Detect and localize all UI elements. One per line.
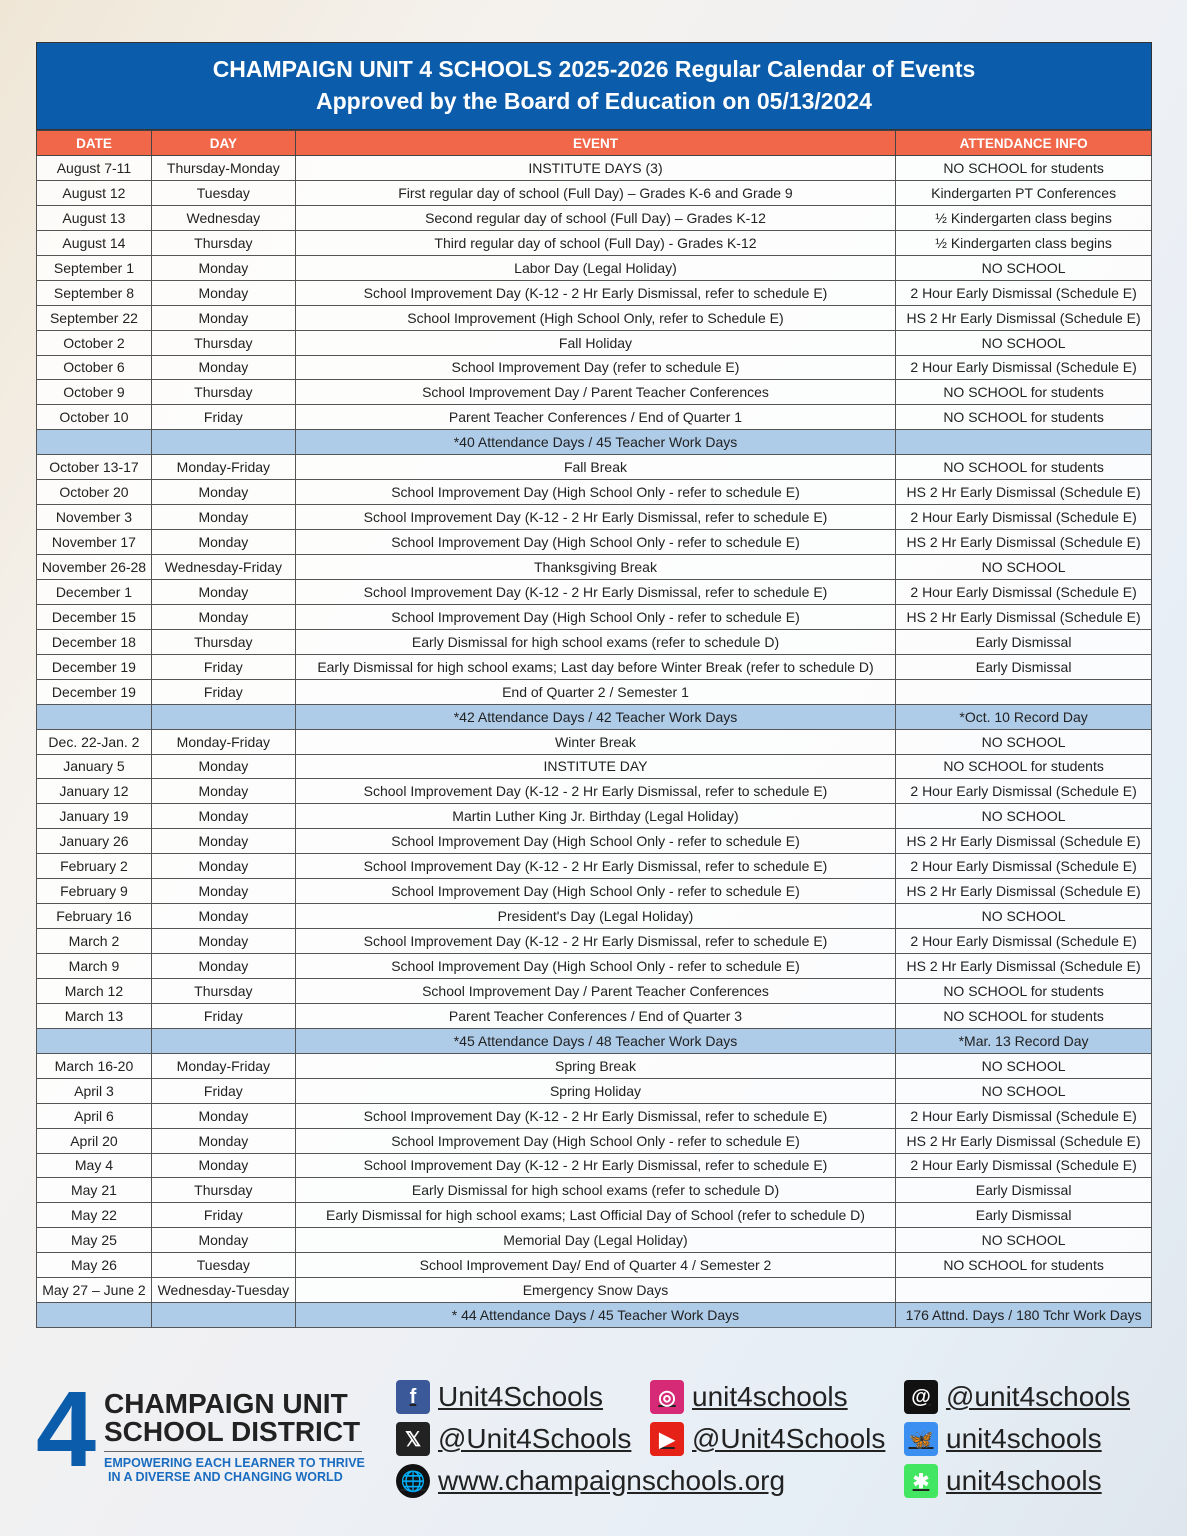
social-link-text: www.champaignschools.org bbox=[438, 1465, 786, 1496]
social-link-text: Unit4Schools bbox=[438, 1381, 603, 1412]
cell-day: Thursday bbox=[151, 380, 295, 405]
cell-day: Wednesday bbox=[151, 205, 295, 230]
cell-event: Spring Break bbox=[295, 1053, 895, 1078]
cell-date: February 2 bbox=[37, 854, 152, 879]
cell-day: Monday bbox=[151, 804, 295, 829]
cell-date bbox=[37, 1303, 152, 1328]
cell-day: Thursday-Monday bbox=[151, 156, 295, 181]
cell-attendance: NO SCHOOL bbox=[896, 330, 1152, 355]
table-row bbox=[37, 604, 1152, 629]
social-link-youtube[interactable] bbox=[650, 1422, 885, 1456]
cell-date bbox=[37, 430, 152, 455]
cell-day: Monday bbox=[151, 255, 295, 280]
summary-row bbox=[37, 1303, 1152, 1328]
cell-event: Labor Day (Legal Holiday) bbox=[295, 255, 895, 280]
cell-day: Friday bbox=[151, 679, 295, 704]
cell-event: School Improvement Day (High School Only - refer to schedule E) bbox=[295, 480, 895, 505]
cell-date: May 21 bbox=[37, 1178, 152, 1203]
cell-date: November 17 bbox=[37, 530, 152, 555]
cell-attendance: 2 Hour Early Dismissal (Schedule E) bbox=[896, 854, 1152, 879]
cell-day: Monday bbox=[151, 280, 295, 305]
cell-day: Thursday bbox=[151, 330, 295, 355]
cell-attendance: HS 2 Hr Early Dismissal (Schedule E) bbox=[896, 954, 1152, 979]
cell-event: First regular day of school (Full Day) – Grades K-6 and Grade 9 bbox=[295, 180, 895, 205]
cell-day: Monday bbox=[151, 779, 295, 804]
cell-date: October 9 bbox=[37, 380, 152, 405]
cell-attendance: Early Dismissal bbox=[896, 1203, 1152, 1228]
calendar-sheet bbox=[36, 42, 1152, 1328]
table-row bbox=[37, 255, 1152, 280]
cell-date: April 3 bbox=[37, 1078, 152, 1103]
cell-attendance: NO SCHOOL bbox=[896, 904, 1152, 929]
cell-day: Tuesday bbox=[151, 180, 295, 205]
cell-event: School Improvement Day (K-12 - 2 Hr Early Dismissal, refer to schedule E) bbox=[295, 779, 895, 804]
bluesky-icon: 🦋 bbox=[904, 1422, 938, 1456]
calendar-title bbox=[36, 42, 1152, 130]
logo-divider bbox=[104, 1451, 362, 1452]
cell-day: Monday bbox=[151, 1153, 295, 1178]
cell-event: School Improvement Day (K-12 - 2 Hr Early Dismissal, refer to schedule E) bbox=[295, 854, 895, 879]
cell-date: March 13 bbox=[37, 1003, 152, 1028]
cell-event: INSTITUTE DAY bbox=[295, 754, 895, 779]
cell-day: Monday-Friday bbox=[151, 455, 295, 480]
table-row bbox=[37, 879, 1152, 904]
logo-line-1: CHAMPAIGN UNIT bbox=[104, 1388, 348, 1419]
cell-attendance: NO SCHOOL bbox=[896, 1053, 1152, 1078]
cell-event: School Improvement Day (High School Only - refer to schedule E) bbox=[295, 604, 895, 629]
table-row bbox=[37, 305, 1152, 330]
district-logo bbox=[36, 1368, 366, 1489]
cell-date: August 13 bbox=[37, 205, 152, 230]
cell-date: December 18 bbox=[37, 629, 152, 654]
table-row bbox=[37, 804, 1152, 829]
cell-attendance: NO SCHOOL for students bbox=[896, 156, 1152, 181]
cell-event: Early Dismissal for high school exams; Last Official Day of School (refer to schedule D) bbox=[295, 1203, 895, 1228]
summary-row bbox=[37, 430, 1152, 455]
cell-attendance: *Mar. 13 Record Day bbox=[896, 1028, 1152, 1053]
cell-event: Memorial Day (Legal Holiday) bbox=[295, 1228, 895, 1253]
table-row bbox=[37, 629, 1152, 654]
table-row bbox=[37, 1128, 1152, 1153]
cell-date: September 22 bbox=[37, 305, 152, 330]
cell-event: Early Dismissal for high school exams (refer to schedule D) bbox=[295, 629, 895, 654]
cell-date: May 27 – June 2 bbox=[37, 1278, 152, 1303]
instagram-icon: ◎ bbox=[650, 1380, 684, 1414]
table-row bbox=[37, 480, 1152, 505]
cell-date: October 10 bbox=[37, 405, 152, 430]
cell-attendance: Early Dismissal bbox=[896, 654, 1152, 679]
cell-date: December 19 bbox=[37, 654, 152, 679]
cell-day: Monday bbox=[151, 1103, 295, 1128]
social-link-x[interactable] bbox=[396, 1422, 631, 1456]
cell-event: School Improvement Day (High School Only - refer to schedule E) bbox=[295, 1128, 895, 1153]
cell-event: Parent Teacher Conferences / End of Quarter 1 bbox=[295, 405, 895, 430]
social-link-text: unit4schools bbox=[946, 1465, 1102, 1496]
cell-day: Monday bbox=[151, 604, 295, 629]
cell-attendance: NO SCHOOL bbox=[896, 804, 1152, 829]
table-row bbox=[37, 1203, 1152, 1228]
cell-event: *40 Attendance Days / 45 Teacher Work Days bbox=[295, 430, 895, 455]
summary-row bbox=[37, 1028, 1152, 1053]
social-link-facebook[interactable] bbox=[396, 1380, 603, 1414]
social-link-bluesky[interactable] bbox=[904, 1422, 1102, 1456]
table-row bbox=[37, 230, 1152, 255]
cell-event: Thanksgiving Break bbox=[295, 555, 895, 580]
cell-attendance bbox=[896, 430, 1152, 455]
table-row bbox=[37, 1003, 1152, 1028]
cell-event: Fall Holiday bbox=[295, 330, 895, 355]
social-link-threads[interactable] bbox=[904, 1380, 1130, 1414]
social-link-instagram[interactable] bbox=[650, 1380, 848, 1414]
cell-attendance: HS 2 Hr Early Dismissal (Schedule E) bbox=[896, 829, 1152, 854]
cell-date: February 16 bbox=[37, 904, 152, 929]
cell-date: February 9 bbox=[37, 879, 152, 904]
globe-icon: 🌐 bbox=[396, 1464, 430, 1498]
cell-attendance: HS 2 Hr Early Dismissal (Schedule E) bbox=[896, 480, 1152, 505]
cell-day: Monday bbox=[151, 305, 295, 330]
cell-attendance: HS 2 Hr Early Dismissal (Schedule E) bbox=[896, 530, 1152, 555]
table-row bbox=[37, 1153, 1152, 1178]
cell-event: School Improvement Day (K-12 - 2 Hr Early Dismissal, refer to schedule E) bbox=[295, 579, 895, 604]
table-row bbox=[37, 904, 1152, 929]
cell-day: Monday bbox=[151, 954, 295, 979]
cell-day: Thursday bbox=[151, 978, 295, 1003]
header-event: EVENT bbox=[295, 131, 895, 156]
cell-day: Monday bbox=[151, 829, 295, 854]
threads-icon: @ bbox=[904, 1380, 938, 1414]
cell-day: Friday bbox=[151, 1003, 295, 1028]
cell-day: Monday bbox=[151, 530, 295, 555]
cell-event: INSTITUTE DAYS (3) bbox=[295, 156, 895, 181]
linktree-icon: ✱ bbox=[904, 1464, 938, 1498]
cell-attendance: HS 2 Hr Early Dismissal (Schedule E) bbox=[896, 604, 1152, 629]
cell-day bbox=[151, 430, 295, 455]
cell-day: Monday bbox=[151, 355, 295, 380]
cell-date: May 22 bbox=[37, 1203, 152, 1228]
cell-day: Wednesday-Tuesday bbox=[151, 1278, 295, 1303]
cell-event: * 44 Attendance Days / 45 Teacher Work Days bbox=[295, 1303, 895, 1328]
table-row bbox=[37, 1253, 1152, 1278]
table-row bbox=[37, 579, 1152, 604]
cell-attendance: NO SCHOOL for students bbox=[896, 754, 1152, 779]
cell-date: May 25 bbox=[37, 1228, 152, 1253]
header-attendance: ATTENDANCE INFO bbox=[896, 131, 1152, 156]
cell-day: Thursday bbox=[151, 1178, 295, 1203]
footer bbox=[36, 1368, 1152, 1500]
social-link-text: @Unit4Schools bbox=[438, 1423, 632, 1454]
cell-attendance: HS 2 Hr Early Dismissal (Schedule E) bbox=[896, 305, 1152, 330]
table-row bbox=[37, 205, 1152, 230]
cell-day: Monday bbox=[151, 1228, 295, 1253]
cell-event: School Improvement Day (refer to schedule E) bbox=[295, 355, 895, 380]
table-row bbox=[37, 455, 1152, 480]
cell-attendance: NO SCHOOL for students bbox=[896, 405, 1152, 430]
cell-event: End of Quarter 2 / Semester 1 bbox=[295, 679, 895, 704]
cell-date: September 8 bbox=[37, 280, 152, 305]
cell-date: March 9 bbox=[37, 954, 152, 979]
cell-date bbox=[37, 704, 152, 729]
summary-row bbox=[37, 704, 1152, 729]
cell-event: School Improvement Day (High School Only - refer to schedule E) bbox=[295, 954, 895, 979]
cell-date: May 4 bbox=[37, 1153, 152, 1178]
cell-date: November 3 bbox=[37, 505, 152, 530]
cell-date: August 7-11 bbox=[37, 156, 152, 181]
cell-date bbox=[37, 1028, 152, 1053]
table-row bbox=[37, 505, 1152, 530]
cell-event: Spring Holiday bbox=[295, 1078, 895, 1103]
cell-attendance: 2 Hour Early Dismissal (Schedule E) bbox=[896, 929, 1152, 954]
cell-event: School Improvement Day (High School Only - refer to schedule E) bbox=[295, 879, 895, 904]
table-row bbox=[37, 978, 1152, 1003]
header-date: DATE bbox=[37, 131, 152, 156]
cell-day: Friday bbox=[151, 1078, 295, 1103]
table-row bbox=[37, 1228, 1152, 1253]
header-day: DAY bbox=[151, 131, 295, 156]
cell-date: January 5 bbox=[37, 754, 152, 779]
facebook-icon: f bbox=[396, 1380, 430, 1414]
tagline-2: IN A DIVERSE AND CHANGING WORLD bbox=[108, 1470, 343, 1484]
cell-day: Wednesday-Friday bbox=[151, 555, 295, 580]
cell-event: School Improvement Day (K-12 - 2 Hr Early Dismissal, refer to schedule E) bbox=[295, 1103, 895, 1128]
cell-attendance: 2 Hour Early Dismissal (Schedule E) bbox=[896, 579, 1152, 604]
tagline-1: EMPOWERING EACH LEARNER TO THRIVE bbox=[104, 1456, 365, 1470]
cell-day: Monday-Friday bbox=[151, 729, 295, 754]
cell-event: School Improvement (High School Only, refer to Schedule E) bbox=[295, 305, 895, 330]
table-row bbox=[37, 754, 1152, 779]
cell-attendance bbox=[896, 679, 1152, 704]
social-link-linktree[interactable] bbox=[904, 1464, 1102, 1498]
cell-event: School Improvement Day/ End of Quarter 4 / Semester 2 bbox=[295, 1253, 895, 1278]
table-row bbox=[37, 355, 1152, 380]
cell-date: April 20 bbox=[37, 1128, 152, 1153]
cell-attendance: NO SCHOOL for students bbox=[896, 1003, 1152, 1028]
cell-date: December 1 bbox=[37, 579, 152, 604]
cell-attendance: 2 Hour Early Dismissal (Schedule E) bbox=[896, 280, 1152, 305]
table-row bbox=[37, 530, 1152, 555]
table-row bbox=[37, 330, 1152, 355]
cell-date: January 19 bbox=[37, 804, 152, 829]
cell-attendance: NO SCHOOL for students bbox=[896, 380, 1152, 405]
cell-attendance: 2 Hour Early Dismissal (Schedule E) bbox=[896, 779, 1152, 804]
cell-day: Monday bbox=[151, 505, 295, 530]
cell-day: Monday bbox=[151, 879, 295, 904]
cell-day: Friday bbox=[151, 654, 295, 679]
cell-attendance: NO SCHOOL bbox=[896, 729, 1152, 754]
title-line-1: CHAMPAIGN UNIT 4 SCHOOLS 2025-2026 Regular Calendar of Events bbox=[212, 56, 976, 82]
cell-event: President's Day (Legal Holiday) bbox=[295, 904, 895, 929]
cell-attendance: NO SCHOOL for students bbox=[896, 455, 1152, 480]
table-row bbox=[37, 555, 1152, 580]
cell-attendance: NO SCHOOL for students bbox=[896, 1253, 1152, 1278]
cell-attendance: HS 2 Hr Early Dismissal (Schedule E) bbox=[896, 879, 1152, 904]
cell-attendance: ½ Kindergarten class begins bbox=[896, 230, 1152, 255]
table-row bbox=[37, 380, 1152, 405]
cell-date: January 26 bbox=[37, 829, 152, 854]
cell-day: Friday bbox=[151, 405, 295, 430]
cell-date: March 16-20 bbox=[37, 1053, 152, 1078]
cell-date: March 12 bbox=[37, 978, 152, 1003]
cell-event: School Improvement Day (High School Only - refer to schedule E) bbox=[295, 829, 895, 854]
cell-attendance: Early Dismissal bbox=[896, 629, 1152, 654]
cell-day: Thursday bbox=[151, 629, 295, 654]
youtube-icon: ▶ bbox=[650, 1422, 684, 1456]
logo-tagline bbox=[104, 1456, 365, 1484]
table-row bbox=[37, 156, 1152, 181]
cell-attendance: *Oct. 10 Record Day bbox=[896, 704, 1152, 729]
table-row bbox=[37, 1178, 1152, 1203]
social-link-text: unit4schools bbox=[946, 1423, 1102, 1454]
cell-day bbox=[151, 1303, 295, 1328]
table-row bbox=[37, 729, 1152, 754]
cell-attendance: 2 Hour Early Dismissal (Schedule E) bbox=[896, 505, 1152, 530]
table-row bbox=[37, 1053, 1152, 1078]
table-row bbox=[37, 1103, 1152, 1128]
cell-event: Winter Break bbox=[295, 729, 895, 754]
cell-event: Early Dismissal for high school exams; Last day before Winter Break (refer to schedule D) bbox=[295, 654, 895, 679]
cell-event: *42 Attendance Days / 42 Teacher Work Days bbox=[295, 704, 895, 729]
cell-event: *45 Attendance Days / 48 Teacher Work Days bbox=[295, 1028, 895, 1053]
table-row bbox=[37, 829, 1152, 854]
cell-attendance: NO SCHOOL bbox=[896, 1228, 1152, 1253]
cell-date: October 13-17 bbox=[37, 455, 152, 480]
cell-day bbox=[151, 704, 295, 729]
cell-date: October 6 bbox=[37, 355, 152, 380]
cell-attendance: NO SCHOOL bbox=[896, 1078, 1152, 1103]
cell-attendance: NO SCHOOL bbox=[896, 255, 1152, 280]
cell-event: School Improvement Day / Parent Teacher Conferences bbox=[295, 380, 895, 405]
x-icon: 𝕏 bbox=[396, 1422, 430, 1456]
cell-attendance: NO SCHOOL bbox=[896, 555, 1152, 580]
cell-day: Monday bbox=[151, 754, 295, 779]
logo-line-2: SCHOOL DISTRICT bbox=[104, 1416, 361, 1447]
cell-attendance: Early Dismissal bbox=[896, 1178, 1152, 1203]
cell-attendance: HS 2 Hr Early Dismissal (Schedule E) bbox=[896, 1128, 1152, 1153]
cell-date: December 15 bbox=[37, 604, 152, 629]
cell-date: Dec. 22-Jan. 2 bbox=[37, 729, 152, 754]
cell-attendance: 2 Hour Early Dismissal (Schedule E) bbox=[896, 1153, 1152, 1178]
cell-event: School Improvement Day (High School Only - refer to schedule E) bbox=[295, 530, 895, 555]
cell-event: Fall Break bbox=[295, 455, 895, 480]
cell-event: Early Dismissal for high school exams (refer to schedule D) bbox=[295, 1178, 895, 1203]
cell-event: School Improvement Day (K-12 - 2 Hr Early Dismissal, refer to schedule E) bbox=[295, 505, 895, 530]
cell-date: January 12 bbox=[37, 779, 152, 804]
cell-attendance: ½ Kindergarten class begins bbox=[896, 205, 1152, 230]
table-row bbox=[37, 779, 1152, 804]
cell-attendance bbox=[896, 1278, 1152, 1303]
social-link-text: @Unit4Schools bbox=[692, 1423, 886, 1454]
cell-attendance: 2 Hour Early Dismissal (Schedule E) bbox=[896, 1103, 1152, 1128]
table-row bbox=[37, 1278, 1152, 1303]
logo-number: 4 bbox=[36, 1368, 97, 1489]
cell-day: Monday bbox=[151, 854, 295, 879]
cell-date: May 26 bbox=[37, 1253, 152, 1278]
cell-day: Monday bbox=[151, 480, 295, 505]
table-row bbox=[37, 854, 1152, 879]
cell-day: Thursday bbox=[151, 230, 295, 255]
cell-day: Monday bbox=[151, 929, 295, 954]
title-line-2: Approved by the Board of Education on 05/13/2024 bbox=[316, 88, 872, 114]
cell-date: August 14 bbox=[37, 230, 152, 255]
cell-day: Monday-Friday bbox=[151, 1053, 295, 1078]
cell-day: Friday bbox=[151, 1203, 295, 1228]
cell-date: September 1 bbox=[37, 255, 152, 280]
events-table bbox=[36, 130, 1152, 1328]
table-row bbox=[37, 405, 1152, 430]
table-row bbox=[37, 280, 1152, 305]
cell-event: School Improvement Day (K-12 - 2 Hr Early Dismissal, refer to schedule E) bbox=[295, 280, 895, 305]
cell-event: Second regular day of school (Full Day) – Grades K-12 bbox=[295, 205, 895, 230]
cell-date: March 2 bbox=[37, 929, 152, 954]
cell-attendance: Kindergarten PT Conferences bbox=[896, 180, 1152, 205]
social-link-text: @unit4schools bbox=[946, 1381, 1131, 1412]
table-row bbox=[37, 929, 1152, 954]
cell-attendance: 176 Attnd. Days / 180 Tchr Work Days bbox=[896, 1303, 1152, 1328]
cell-date: April 6 bbox=[37, 1103, 152, 1128]
table-row bbox=[37, 654, 1152, 679]
cell-attendance: NO SCHOOL for students bbox=[896, 978, 1152, 1003]
table-row bbox=[37, 180, 1152, 205]
social-link-text: unit4schools bbox=[692, 1381, 848, 1412]
cell-day: Monday bbox=[151, 1128, 295, 1153]
cell-day: Monday bbox=[151, 904, 295, 929]
cell-event: School Improvement Day (K-12 - 2 Hr Early Dismissal, refer to schedule E) bbox=[295, 929, 895, 954]
cell-attendance: 2 Hour Early Dismissal (Schedule E) bbox=[896, 355, 1152, 380]
cell-event: Parent Teacher Conferences / End of Quarter 3 bbox=[295, 1003, 895, 1028]
cell-event: Emergency Snow Days bbox=[295, 1278, 895, 1303]
cell-date: October 20 bbox=[37, 480, 152, 505]
cell-day: Tuesday bbox=[151, 1253, 295, 1278]
cell-date: August 12 bbox=[37, 180, 152, 205]
cell-day bbox=[151, 1028, 295, 1053]
cell-date: October 2 bbox=[37, 330, 152, 355]
table-row bbox=[37, 1078, 1152, 1103]
cell-event: School Improvement Day / Parent Teacher Conferences bbox=[295, 978, 895, 1003]
cell-day: Monday bbox=[151, 579, 295, 604]
cell-event: School Improvement Day (K-12 - 2 Hr Early Dismissal, refer to schedule E) bbox=[295, 1153, 895, 1178]
table-row bbox=[37, 954, 1152, 979]
cell-date: December 19 bbox=[37, 679, 152, 704]
cell-date: November 26-28 bbox=[37, 555, 152, 580]
table-row bbox=[37, 679, 1152, 704]
cell-event: Third regular day of school (Full Day) - Grades K-12 bbox=[295, 230, 895, 255]
social-link-globe[interactable] bbox=[396, 1464, 785, 1498]
cell-event: Martin Luther King Jr. Birthday (Legal Holiday) bbox=[295, 804, 895, 829]
